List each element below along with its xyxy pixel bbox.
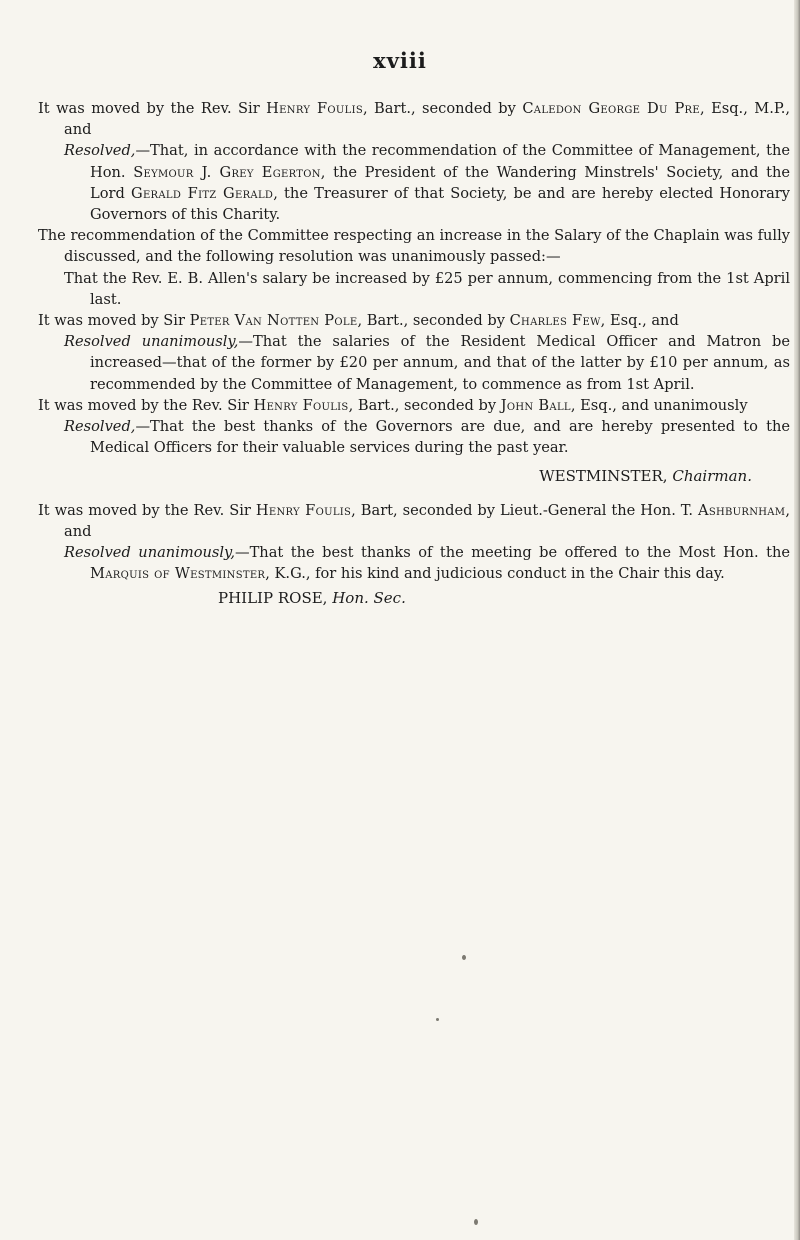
resolved-label: Resolved unanimously, — [64, 544, 235, 562]
motion-paragraph: It was moved by the Rev. Sir Henry Foulis, Bart., seconded by John Ball, Esq., and unanimously — [38, 396, 748, 414]
resolution-paragraph: Resolved unanimously,—That the salaries of the Resident Medical Officer and Matron be increased—that of the former by £20 per annum, and that of the latter by £10 per annum, as recommended by the Committee of Management, to commence as from 1st April. — [64, 333, 791, 393]
mover-name: Peter Van Notten Pole — [189, 312, 358, 330]
minutes-body — [38, 98, 790, 610]
chairman-signature: WESTMINSTER, Chairman. — [539, 467, 752, 486]
mover-name: Henry Foulis — [266, 100, 363, 117]
mover-name: Henry Foulis — [253, 396, 349, 414]
seconder-name: Charles Few — [509, 312, 601, 330]
secretary-signature: PHILIP ROSE, Hon. Sec. — [218, 589, 406, 608]
resolved-label: Resolved unanimously, — [64, 333, 239, 351]
page-number: xviii — [373, 48, 427, 73]
resolved-label: Resolved, — [64, 142, 136, 160]
motion-paragraph: It was moved by the Rev. Sir Henry Foulis, Bart, seconded by Lieut.-General the Hon. T. Ashburnham, and — [38, 501, 790, 540]
page-edge — [794, 0, 800, 1240]
seconder-name: Ashburnham — [698, 501, 786, 519]
resolved-label: Resolved, — [64, 418, 136, 436]
ink-speck — [436, 1018, 439, 1021]
chaplain-resolution: That the Rev. E. B. Allen's salary be increased by £25 per annum, commencing from the 1st April last. — [64, 269, 790, 308]
motion-paragraph: It was moved by Sir Peter Van Notten Pole, Bart., seconded by Charles Few, Esq., and — [38, 312, 679, 330]
seconder-name: John Ball — [500, 396, 571, 414]
seconder-name: Caledon George Du Pre — [522, 100, 700, 117]
resolution-paragraph: Resolved,—That the best thanks of the Governors are due, and are hereby presented to the Medical Officers for their valuable services during the past year. — [64, 418, 790, 457]
resolution-paragraph: Resolved,—That, in accordance with the recommendation of the Committee of Management, the Hon. Seymour J. Grey Egerton, the President of the Wandering Minstrels' Society, and the Lord Gerald Fitz Gerald, the Treasurer of that Society, be and are hereby elected Honorary Governors of this Charity. — [64, 142, 791, 224]
mover-name: Henry Foulis — [255, 501, 352, 519]
motion-paragraph: It was moved by the Rev. Sir Henry Foulis, Bart., seconded by Caledon George Du Pre, Esq., M.P., and — [38, 100, 790, 139]
ink-speck — [462, 955, 466, 960]
ink-speck — [474, 1219, 478, 1225]
recommendation-paragraph: The recommendation of the Committee respecting an increase in the Salary of the Chaplain was fully discussed, and the following resolution was unanimously passed:— — [38, 227, 790, 266]
resolution-paragraph: Resolved unanimously,—That the best thanks of the meeting be offered to the Most Hon. the Marquis of Westminster, K.G., for his kind and judicious conduct in the Chair this day. — [64, 544, 790, 583]
